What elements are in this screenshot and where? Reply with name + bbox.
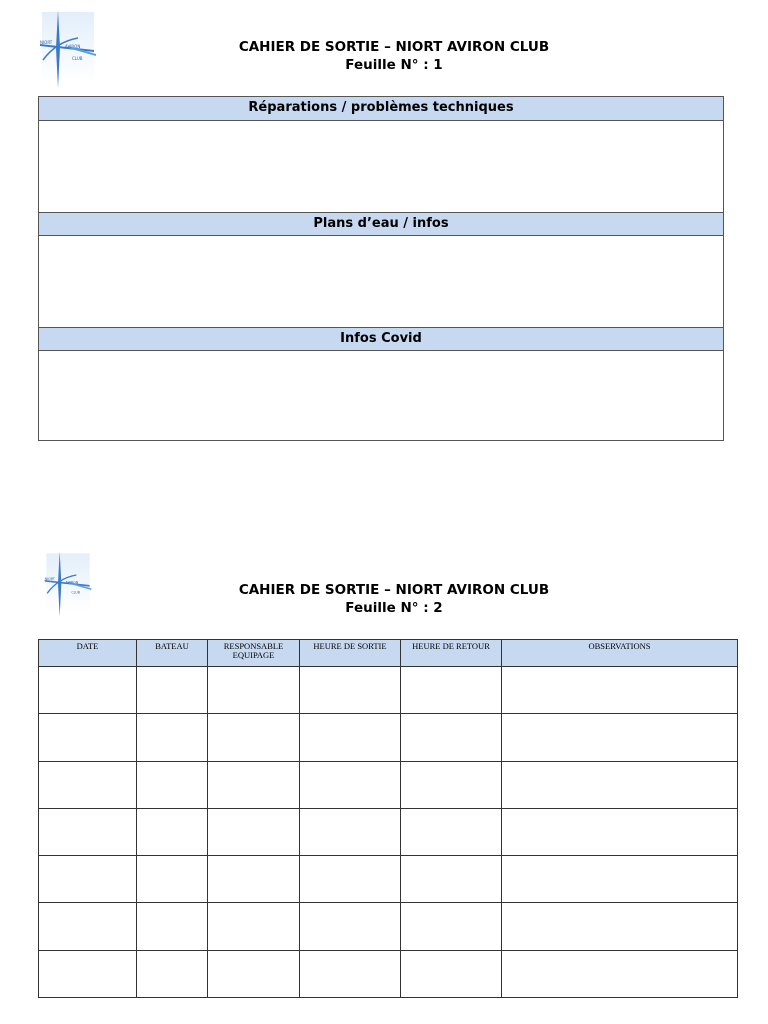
table-cell[interactable] — [300, 714, 401, 761]
sheet2-title: CAHIER DE SORTIE – NIORT AVIRON CLUB — [238, 582, 550, 598]
table-cell[interactable] — [39, 903, 137, 950]
table-cell[interactable] — [208, 856, 300, 903]
table-cell[interactable] — [39, 761, 137, 808]
sheet1-title: CAHIER DE SORTIE – NIORT AVIRON CLUB — [238, 39, 550, 55]
column-header-boat: BATEAU — [137, 640, 208, 667]
table-cell[interactable] — [401, 714, 502, 761]
svg-text:CLUB: CLUB — [72, 56, 83, 61]
section-body-repairs[interactable] — [39, 121, 723, 212]
table-cell[interactable] — [39, 950, 137, 997]
table-cell[interactable] — [208, 903, 300, 950]
section-heading-covid: Infos Covid — [39, 327, 723, 351]
svg-text:NIORT: NIORT — [40, 40, 53, 45]
section-heading-repairs: Réparations / problèmes techniques — [39, 97, 723, 121]
sheet1-number: Feuille N° : 1 — [345, 57, 443, 73]
table-cell[interactable] — [39, 714, 137, 761]
table-cell[interactable] — [39, 856, 137, 903]
sheet2-number: Feuille N° : 2 — [345, 600, 443, 616]
table-cell[interactable] — [502, 667, 738, 714]
svg-text:NIORT: NIORT — [44, 577, 55, 581]
table-row — [39, 950, 738, 997]
table-row — [39, 667, 738, 714]
table-row — [39, 808, 738, 855]
table-row — [39, 761, 738, 808]
svg-text:AVIRON: AVIRON — [65, 44, 81, 49]
table-cell[interactable] — [39, 808, 137, 855]
table-cell[interactable] — [208, 950, 300, 997]
sheet1-header — [0, 38, 768, 74]
table-cell[interactable] — [208, 714, 300, 761]
table-cell[interactable] — [401, 761, 502, 808]
table-cell[interactable] — [137, 856, 208, 903]
table-cell[interactable] — [300, 856, 401, 903]
section-body-water[interactable] — [39, 236, 723, 327]
table-cell[interactable] — [208, 808, 300, 855]
table-body — [39, 667, 738, 998]
column-header-crew-lead: RESPONSABLE EQUIPAGE — [208, 640, 300, 667]
column-header-return: HEURE DE RETOUR — [401, 640, 502, 667]
table-header-row — [39, 640, 738, 667]
table-cell[interactable] — [502, 808, 738, 855]
column-header-departure: HEURE DE SORTIE — [300, 640, 401, 667]
sheet1-sections — [38, 96, 724, 441]
sheet2-header — [0, 581, 768, 617]
table-row — [39, 856, 738, 903]
table-cell[interactable] — [137, 761, 208, 808]
table-cell[interactable] — [300, 950, 401, 997]
table-row — [39, 903, 738, 950]
table-cell[interactable] — [502, 714, 738, 761]
table-cell[interactable] — [502, 761, 738, 808]
table-cell[interactable] — [502, 903, 738, 950]
table-cell[interactable] — [137, 808, 208, 855]
outing-log-table — [38, 639, 738, 998]
table-cell[interactable] — [401, 856, 502, 903]
table-cell[interactable] — [300, 761, 401, 808]
svg-text:CLUB: CLUB — [71, 590, 81, 595]
table-cell[interactable] — [39, 667, 137, 714]
table-cell[interactable] — [137, 714, 208, 761]
table-cell[interactable] — [137, 950, 208, 997]
table-cell[interactable] — [300, 667, 401, 714]
table-cell[interactable] — [502, 950, 738, 997]
table-cell[interactable] — [401, 667, 502, 714]
table-cell[interactable] — [300, 808, 401, 855]
table-cell[interactable] — [502, 856, 738, 903]
table-row — [39, 714, 738, 761]
svg-text:AVIRON: AVIRON — [65, 580, 79, 585]
table-cell[interactable] — [401, 950, 502, 997]
table-cell[interactable] — [137, 667, 208, 714]
section-heading-water: Plans d’eau / infos — [39, 212, 723, 236]
table-cell[interactable] — [401, 903, 502, 950]
column-header-observations: OBSERVATIONS — [502, 640, 738, 667]
column-header-date: DATE — [39, 640, 137, 667]
table-cell[interactable] — [401, 808, 502, 855]
table-cell[interactable] — [300, 903, 401, 950]
table-cell[interactable] — [208, 761, 300, 808]
table-cell[interactable] — [137, 903, 208, 950]
section-body-covid[interactable] — [39, 351, 723, 441]
table-cell[interactable] — [208, 667, 300, 714]
